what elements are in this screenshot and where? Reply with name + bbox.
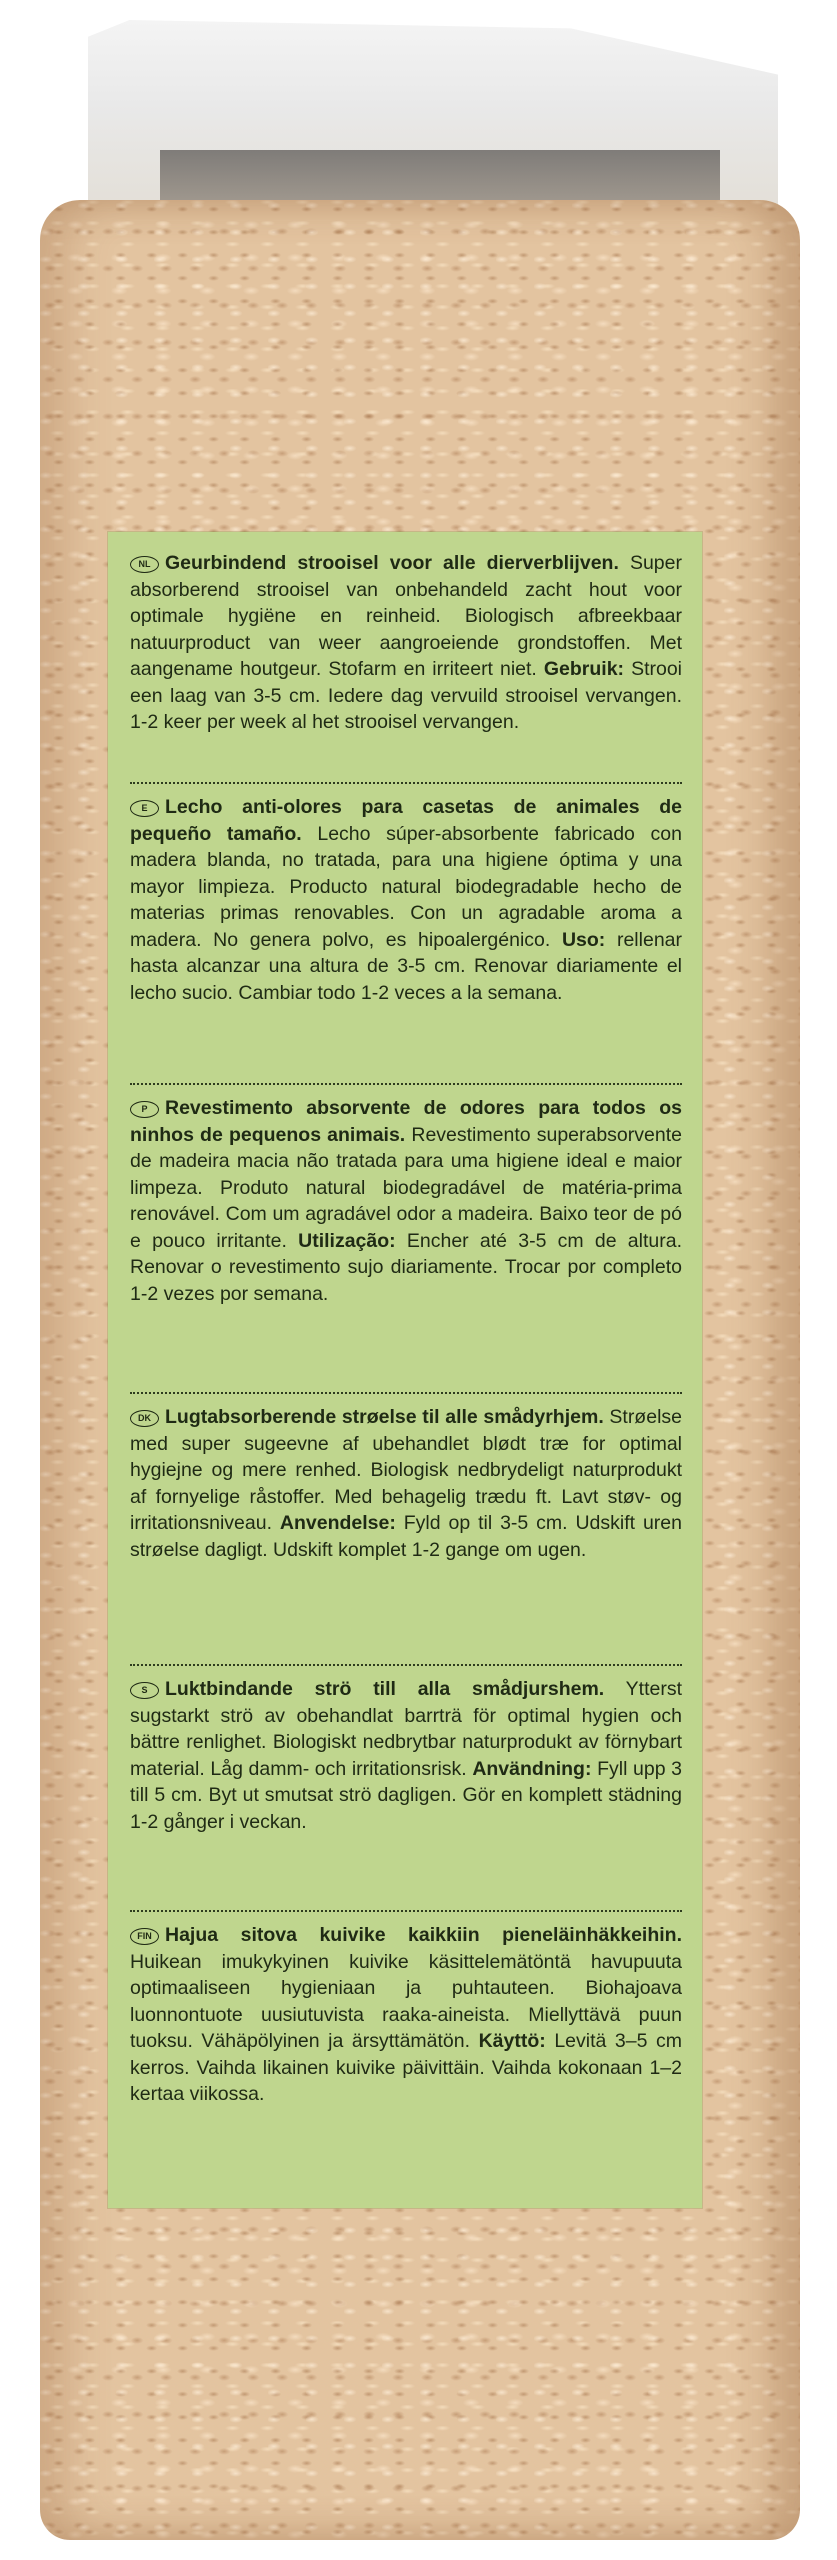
usage-text: Fyll upp 3 till 5 cm. Byt ut smutsat strö dagligen. Gör en komplett städning 1-2 gånger i veckan.: [130, 1757, 682, 1833]
usage-label: Anvendelse:: [279, 1512, 396, 1534]
usage-text: Strooi een laag van 3-5 cm. Iedere dag vervuild strooisel vervangen. 1-2 keer per week al het strooisel vervangen.: [130, 658, 683, 733]
section-title: Revestimento absorvente de odores para todos os ninhos de pequenos animais.: [130, 1097, 682, 1146]
section-s: [130, 1676, 682, 1835]
usage-label: Utilização:: [298, 1229, 396, 1252]
section-body: Ytterst sugstarkt strö av obehandlat barrträ för optimal hygien och bättre renlighet. Biologiskt nedbrytbar naturprodukt av förnybart material. Låg damm- och irritationsrisk.: [130, 1678, 682, 1780]
section-title: Lugtabsorberende strøelse til alle smådyrhjem.: [165, 1406, 604, 1428]
section-title: Lecho anti-olores para casetas de animales de pequeño tamaño.: [130, 796, 682, 845]
language-badge: S: [130, 1682, 159, 1699]
usage-label: Käyttö:: [478, 2030, 546, 2052]
section-nl: [130, 550, 682, 736]
usage-text: Levitä 3–5 cm kerros. Vaihda likainen kuivike päivittäin. Vaihda kokonaan 1–2 kertaa viikossa.: [130, 2030, 682, 2105]
section-divider: [130, 782, 682, 784]
language-badge: P: [130, 1101, 159, 1118]
section-body: Huikean imukykyinen kuivike käsittelemätöntä havupuuta optimaaliseen hygieniaan ja puhtauteen. Biohajoava luonnontuote uusiutuvista raaka-aineista. Miellyttävä puun tuoksu. Vähäpölyinen ja ärsyttämätön.: [130, 1950, 682, 2052]
section-divider: [130, 1083, 682, 1085]
section-divider: [130, 1664, 682, 1666]
section-divider: [130, 1392, 682, 1394]
language-badge: FIN: [130, 1928, 159, 1945]
language-badge: E: [130, 800, 159, 817]
usage-text: rellenar hasta alcanzar una altura de 3-5 cm. Renovar diariamente el lecho sucio. Cambiar todo 1-2 veces a la semana.: [130, 928, 683, 1004]
usage-label: Gebruik:: [543, 658, 625, 680]
section-p: [130, 1095, 682, 1307]
section-body: Lecho súper-absorbente fabricado con madera blanda, no tratada, para una higiene óptima y una mayor limpieza. Producto natural biodegradable hecho de materias primas renovables. Con un agradable aroma a madera. No genera polvo, es hipoalergénico.: [130, 822, 682, 951]
section-e: [130, 794, 682, 1006]
language-badge: NL: [130, 556, 159, 573]
usage-text: Encher até 3-5 cm de altura. Renovar o revestimento sujo diariamente. Trocar por completo 1-2 vezes por semana.: [130, 1229, 682, 1305]
usage-label: Användning:: [472, 1757, 592, 1780]
section-title: Hajua sitova kuivike kaikkiin pieneläinhäkkeihin.: [165, 1924, 682, 1946]
section-fin: [130, 1922, 682, 2108]
product-label: [108, 532, 702, 2208]
usage-text: Fyld op til 3-5 cm. Udskift uren strøelse dagligt. Udskift komplet 1-2 gange om ugen.: [130, 1512, 682, 1561]
section-title: Luktbindande strö till alla smådjurshem.: [165, 1678, 605, 1700]
usage-label: Uso:: [561, 928, 606, 951]
section-body: Revestimento superabsorvente de madeira macia não tratada para uma higiene ideal e maior limpeza. Produto natural biodegradável de matéria-prima renovável. Com um agradável odor a madeira. Baixo teor de pó e pouco irritante.: [130, 1123, 682, 1252]
section-dk: [130, 1404, 682, 1563]
section-body: Super absorberend strooisel van onbehandeld zacht hout voor optimale hygiëne en reinheid. Biologisch afbreekbaar natuurproduct van weer aangroeiende grondstoffen. Met aangename houtgeur. Stofarm en irriteert niet.: [130, 552, 682, 680]
language-badge: DK: [130, 1410, 159, 1427]
section-divider: [130, 1910, 682, 1912]
section-body: Strøelse med super sugeevne af ubehandlet blødt træ for optimal hygiejne og mere renhed. Biologisk nedbrydeligt naturprodukt af fornyelige råstoffer. Med behagelig trædu ft. Lavt støv- og irritationsniveau.: [130, 1406, 682, 1534]
section-title: Geurbindend strooisel voor alle dierverblijven.: [165, 552, 619, 574]
